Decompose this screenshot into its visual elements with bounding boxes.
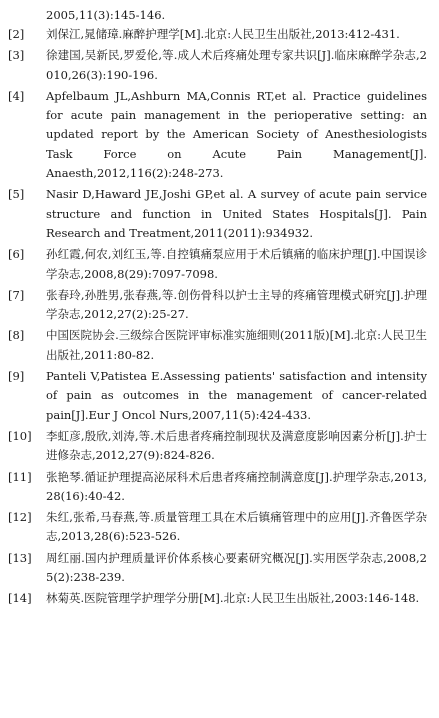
reference-item [8,427,427,466]
reference-number: [8] [8,328,25,343]
reference-number: [12] [8,510,32,525]
reference-text: Panteli V,Patistea E.Assessing patients' satisfaction and intensity of pain as outcomes in the management of cancer-related pain[J].Eur J Oncol Nurs,2007,11(5):424-433. [46,369,427,422]
reference-text: 林菊英.医院管理学护理学分册[M].北京:人民卫生出版社,2003:146-148. [46,591,420,606]
reference-item [8,87,427,183]
reference-item [8,185,427,243]
reference-text: 刘保江,晁储璋.麻醉护理学[M].北京:人民卫生出版社,2013:412-431. [46,27,400,41]
reference-number: [14] [8,591,32,606]
reference-item [8,245,427,284]
reference-number: [2] [8,27,25,41]
reference-number: [6] [8,247,25,262]
reference-number: [7] [8,287,25,302]
reference-continuation: 2005,11(3):145-146. [46,8,166,22]
reference-item [8,508,427,547]
reference-number: [13] [8,550,32,565]
reference-item [8,468,427,507]
reference-text: 李虹彦,殷欣,刘涛,等.术后患者疼痛控制现状及满意度影响因素分析[J].护士进修杂志,2012,27(9):824-826. [46,428,427,463]
reference-text: 中国医院协会.三级综合医院评审标准实施细则(2011版)[M].北京:人民卫生出版社,2011:80-82. [46,328,427,362]
reference-text: 徐建国,吴新民,罗爱伦,等.成人术后疼痛处理专家共识[J].临床麻醉学杂志,2010,26(3):190-196. [46,48,427,82]
reference-item [8,589,427,608]
reference-text: 张春玲,孙胜男,张春燕,等.创伤骨科以护士主导的疼痛管理模式研究[J].护理学杂志,2012,27(2):25-27. [46,287,427,322]
reference-item [8,286,427,325]
reference-text: 张艳琴.循证护理提高泌尿科术后患者疼痛控制满意度[J].护理学杂志,2013,28(16):40-42. [46,469,427,503]
reference-text: 朱红,张希,马春燕,等.质量管理工具在术后镇痛管理中的应用[J].齐鲁医学杂志,2013,28(6):523-526. [46,510,427,544]
reference-text: Apfelbaum JL,Ashburn MA,Connis RT,et al. Practice guidelines for acute pain management in the perioperative setting: an updated report by the American Society of Anesthesiologists Task Force on Acute Pain Management[J]. Anaesth,2012,116(2):248-273. [46,88,427,181]
reference-number: [11] [8,469,32,484]
reference-item [8,25,427,44]
reference-item [8,46,427,85]
reference-number: [5] [8,187,25,202]
reference-number: [9] [8,369,25,384]
reference-text: 周红丽.国内护理质量评价体系核心要素研究概况[J].实用医学杂志,2008,25(2):238-239. [46,550,427,585]
reference-number: [10] [8,428,32,443]
reference-text: Nasir D,Haward JE,Joshi GP,et al. A survey of acute pain service structure and function in United States Hospitals[J]. Pain Research and Treatment,2011(2011):934932. [46,187,427,240]
reference-number: [3] [8,48,25,63]
reference-item [8,549,427,588]
reference-item [8,326,427,365]
reference-item [8,367,427,425]
reference-text: 孙红霞,何农,刘红玉,等.自控镇痛泵应用于术后镇痛的临床护理[J].中国误诊学杂志,2008,8(29):7097-7098. [46,247,427,281]
reference-list [8,25,427,609]
reference-number: [4] [8,88,25,103]
